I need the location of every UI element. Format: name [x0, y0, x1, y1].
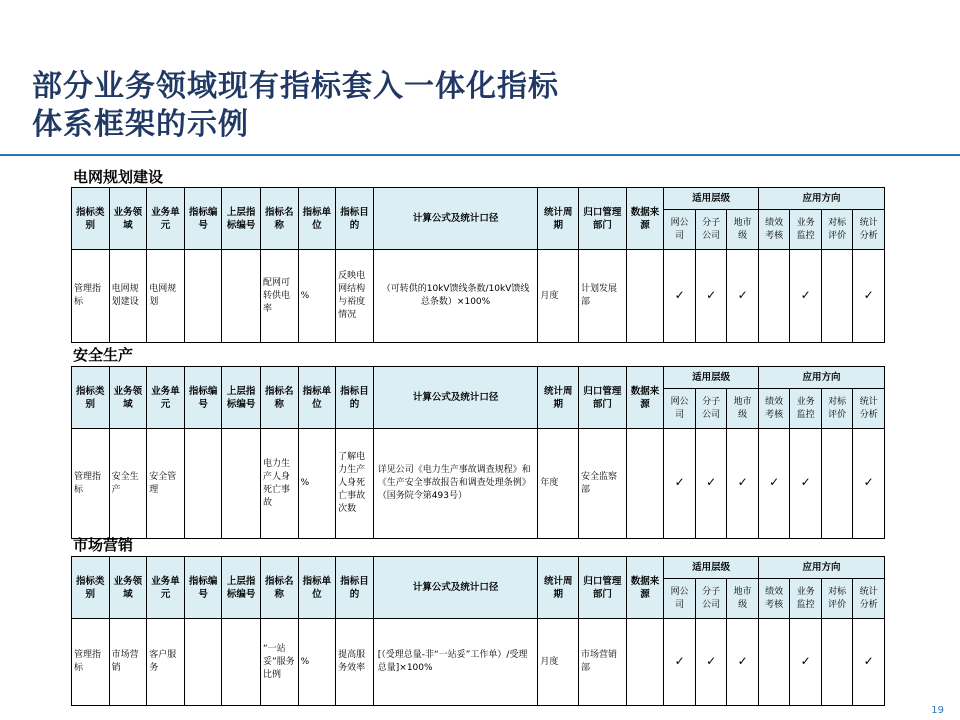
header-category: 指标类别: [72, 367, 110, 429]
check-cell: [758, 619, 790, 706]
header-dir-monitoring: 业务监控: [790, 579, 822, 619]
cell-category: 管理指标: [72, 619, 110, 706]
header-dir-monitoring: 业务监控: [790, 389, 822, 429]
cell-measure-unit: %: [298, 619, 336, 706]
header-dir-performance: 绩效考核: [758, 579, 790, 619]
header-name: 指标名称: [260, 367, 298, 429]
header-formula: 计算公式及统计口径: [373, 188, 538, 250]
cell-source: [626, 250, 664, 343]
header-dept: 归口管理部门: [579, 188, 627, 250]
header-dir-analysis: 统计分析: [853, 579, 885, 619]
cell-source: [626, 429, 664, 539]
cell-parent-code: [222, 619, 261, 706]
slide-title: [32, 68, 559, 144]
header-domain: 业务领域: [109, 188, 147, 250]
cell-name: 电力生产人身死亡事故: [260, 429, 298, 539]
check-cell: [664, 619, 696, 706]
checkmark-icon: ✓: [863, 475, 874, 489]
cell-parent-code: [222, 250, 261, 343]
header-period: 统计周期: [538, 557, 579, 619]
check-cell: [821, 250, 853, 343]
page-number: 19: [931, 705, 944, 716]
header-period: 统计周期: [538, 188, 579, 250]
header-dir-performance: 绩效考核: [758, 389, 790, 429]
check-cell: [695, 250, 727, 343]
check-cell: [790, 250, 822, 343]
cell-unit: 客户服务: [147, 619, 185, 706]
checkmark-icon: ✓: [863, 653, 874, 668]
title-divider: [0, 154, 960, 156]
header-purpose: 指标目的: [336, 188, 374, 250]
header-level-city: 地市级: [727, 389, 759, 429]
check-cell: [664, 429, 696, 539]
check-cell: [853, 250, 885, 343]
header-category: 指标类别: [72, 188, 110, 250]
check-cell: [727, 619, 759, 706]
header-level-branch: 分子公司: [695, 389, 727, 429]
metric-table: [71, 556, 885, 706]
header-dir-analysis: 统计分析: [853, 210, 885, 250]
checkmark-icon: ✓: [737, 475, 748, 489]
cell-dept: 安全监察部: [579, 429, 627, 539]
header-purpose: 指标目的: [336, 367, 374, 429]
header-domain: 业务领域: [109, 557, 147, 619]
header-dir-monitoring: 业务监控: [790, 210, 822, 250]
check-cell: [695, 619, 727, 706]
check-cell: [664, 250, 696, 343]
header-dir-benchmark: 对标评价: [821, 210, 853, 250]
header-dir-performance: 绩效考核: [758, 210, 790, 250]
header-parent-code: 上层指标编号: [222, 557, 261, 619]
header-code: 指标编号: [184, 557, 222, 619]
checkmark-icon: ✓: [769, 475, 780, 489]
header-levels-group: 适用层级: [664, 367, 759, 389]
check-cell: [695, 429, 727, 539]
checkmark-icon: ✓: [737, 653, 748, 668]
header-directions-group: 应用方向: [758, 188, 884, 210]
header-directions-group: 应用方向: [758, 557, 884, 579]
header-unit: 业务单元: [147, 367, 185, 429]
header-source: 数据来源: [626, 367, 664, 429]
cell-domain: 安全生产: [109, 429, 147, 539]
cell-unit: 安全管理: [147, 429, 185, 539]
cell-measure-unit: %: [298, 429, 336, 539]
header-code: 指标编号: [184, 188, 222, 250]
check-cell: [758, 429, 790, 539]
cell-name: 配网可转供电率: [260, 250, 298, 343]
header-level-city: 地市级: [727, 579, 759, 619]
check-cell: [790, 429, 822, 539]
check-cell: [821, 429, 853, 539]
section-heading: 电网规划建设: [73, 168, 164, 186]
cell-domain: 电网规划建设: [109, 250, 147, 343]
check-cell: [727, 250, 759, 343]
header-formula: 计算公式及统计口径: [373, 557, 538, 619]
checkmark-icon: ✓: [674, 475, 685, 489]
header-formula: 计算公式及统计口径: [373, 367, 538, 429]
checkmark-icon: ✓: [800, 475, 811, 489]
header-dept: 归口管理部门: [579, 557, 627, 619]
checkmark-icon: ✓: [674, 287, 685, 302]
cell-period: 年度: [538, 429, 579, 539]
cell-dept: 市场营销部: [579, 619, 627, 706]
metric-table: [71, 366, 885, 539]
header-level-branch: 分子公司: [695, 210, 727, 250]
cell-code: [184, 250, 222, 343]
header-parent-code: 上层指标编号: [222, 188, 261, 250]
checkmark-icon: ✓: [706, 287, 717, 302]
header-source: 数据来源: [626, 557, 664, 619]
header-levels-group: 适用层级: [664, 557, 759, 579]
metric-table: [71, 187, 885, 343]
header-measure-unit: 指标单位: [298, 188, 336, 250]
check-cell: [821, 619, 853, 706]
checkmark-icon: ✓: [863, 287, 874, 302]
cell-category: 管理指标: [72, 250, 110, 343]
cell-code: [184, 429, 222, 539]
cell-formula: 详见公司《电力生产事故调查规程》和《生产安全事故报告和调查处理条例》（国务院令第493号）: [373, 429, 538, 539]
cell-source: [626, 619, 664, 706]
header-dir-analysis: 统计分析: [853, 389, 885, 429]
header-dir-benchmark: 对标评价: [821, 579, 853, 619]
cell-purpose: 了解电力生产人身死亡事故次数: [336, 429, 374, 539]
header-purpose: 指标目的: [336, 557, 374, 619]
checkmark-icon: ✓: [737, 287, 748, 302]
checkmark-icon: ✓: [706, 475, 717, 489]
check-cell: [758, 250, 790, 343]
cell-formula: [（受理总量-非“一站妥”工作单）/受理总量]×100%: [373, 619, 538, 706]
section-heading: 市场营销: [73, 536, 134, 554]
checkmark-icon: ✓: [800, 287, 811, 302]
cell-parent-code: [222, 429, 261, 539]
cell-period: 月度: [538, 250, 579, 343]
header-level-city: 地市级: [727, 210, 759, 250]
header-domain: 业务领域: [109, 367, 147, 429]
header-level-national: 网公司: [664, 389, 696, 429]
header-source: 数据来源: [626, 188, 664, 250]
cell-domain: 市场营销: [109, 619, 147, 706]
cell-name: “一站妥”服务比例: [260, 619, 298, 706]
check-cell: [727, 429, 759, 539]
header-dir-benchmark: 对标评价: [821, 389, 853, 429]
header-category: 指标类别: [72, 557, 110, 619]
header-level-national: 网公司: [664, 579, 696, 619]
cell-purpose: 反映电网结构与裕度情况: [336, 250, 374, 343]
header-dept: 归口管理部门: [579, 367, 627, 429]
cell-category: 管理指标: [72, 429, 110, 539]
title-line-1: 部分业务领域现有指标套入一体化指标: [32, 69, 559, 104]
header-period: 统计周期: [538, 367, 579, 429]
header-name: 指标名称: [260, 188, 298, 250]
header-unit: 业务单元: [147, 557, 185, 619]
title-line-2: 体系框架的示例: [32, 107, 249, 142]
check-cell: [790, 619, 822, 706]
header-code: 指标编号: [184, 367, 222, 429]
header-measure-unit: 指标单位: [298, 367, 336, 429]
header-level-national: 网公司: [664, 210, 696, 250]
cell-measure-unit: %: [298, 250, 336, 343]
cell-code: [184, 619, 222, 706]
checkmark-icon: ✓: [800, 653, 811, 668]
cell-formula: （可转供的10kV馈线条数/10kV馈线总条数）×100%: [373, 250, 538, 343]
header-name: 指标名称: [260, 557, 298, 619]
header-parent-code: 上层指标编号: [222, 367, 261, 429]
check-cell: [853, 619, 885, 706]
header-level-branch: 分子公司: [695, 579, 727, 619]
header-unit: 业务单元: [147, 188, 185, 250]
section-heading: 安全生产: [73, 346, 134, 364]
checkmark-icon: ✓: [674, 653, 685, 668]
header-measure-unit: 指标单位: [298, 557, 336, 619]
cell-purpose: 提高服务效率: [336, 619, 374, 706]
checkmark-icon: ✓: [706, 653, 717, 668]
check-cell: [853, 429, 885, 539]
cell-dept: 计划发展部: [579, 250, 627, 343]
cell-period: 月度: [538, 619, 579, 706]
cell-unit: 电网规划: [147, 250, 185, 343]
header-directions-group: 应用方向: [758, 367, 884, 389]
header-levels-group: 适用层级: [664, 188, 759, 210]
